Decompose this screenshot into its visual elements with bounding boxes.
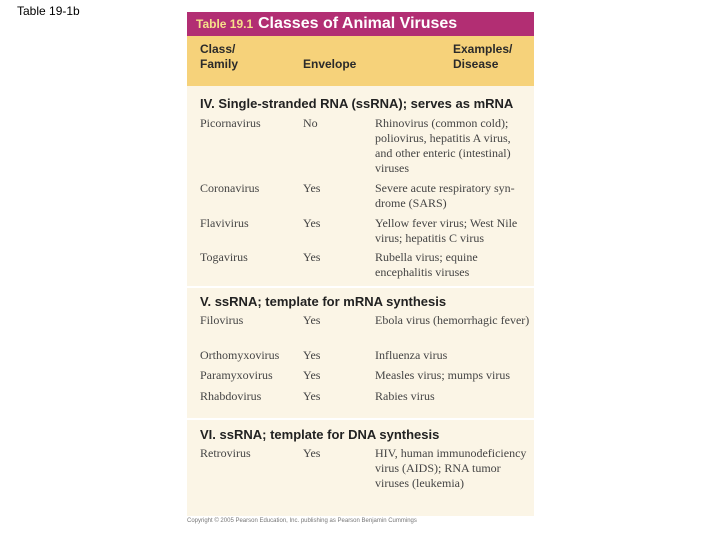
family-cell: Coronavirus xyxy=(200,181,260,195)
envelope-cell: Yes xyxy=(303,389,321,403)
family-cell: Picornavirus xyxy=(200,116,261,130)
examples-cell: Severe acute respiratory syn-drome (SARS) xyxy=(375,181,515,210)
family-cell: Togavirus xyxy=(200,250,248,264)
family-cell: Retrovirus xyxy=(200,446,251,460)
examples-cell: HIV, human immunodeficiency virus (AIDS); RNA tumor viruses (leukemia) xyxy=(375,446,527,490)
section-title: IV. Single-stranded RNA (ssRNA); serves as mRNA xyxy=(200,96,514,111)
column-header-class-line2: Family xyxy=(200,57,239,71)
column-header-examples xyxy=(453,42,512,72)
envelope-cell: Yes xyxy=(303,313,321,327)
column-header-class-line1: Class/ xyxy=(200,42,236,56)
family-cell: Rhabdovirus xyxy=(200,389,262,403)
section-vi xyxy=(187,418,534,516)
table-header-bar xyxy=(187,12,534,36)
column-header-envelope: Envelope xyxy=(303,57,357,71)
virus-classes-table xyxy=(187,12,534,514)
envelope-cell: Yes xyxy=(303,250,321,264)
section-title: VI. ssRNA; template for DNA synthesis xyxy=(200,427,440,442)
examples-cell: Measles virus; mumps virus xyxy=(375,368,510,382)
section-title: V. ssRNA; template for mRNA synthesis xyxy=(200,294,447,309)
column-header-examples-line2: Disease xyxy=(453,57,499,71)
copyright-notice: Copyright © 2005 Pearson Education, Inc. publishing as Pearson Benjamin Cummings xyxy=(187,518,417,524)
column-header-class xyxy=(200,42,238,72)
envelope-cell: Yes xyxy=(303,216,321,230)
table-number: Table 19.1 xyxy=(196,17,254,31)
examples-cell: Influenza virus xyxy=(375,348,448,362)
examples-cell: Rubella virus; equine encephalitis viruses xyxy=(375,250,478,279)
examples-cell: Ebola virus (hemorrhagic fever) xyxy=(375,313,530,327)
envelope-cell: Yes xyxy=(303,348,321,362)
examples-cell: Yellow fever virus; West Nile virus; hepatitis C virus xyxy=(375,216,518,245)
envelope-cell: Yes xyxy=(303,368,321,382)
family-cell: Flavivirus xyxy=(200,216,249,230)
examples-cell: Rabies virus xyxy=(375,389,435,403)
family-cell: Orthomyxovirus xyxy=(200,348,280,362)
section-iv xyxy=(187,86,534,286)
examples-cell: Rhinovirus (common cold); poliovirus, hepatitis A virus, and other enteric (intestinal) viruses xyxy=(375,116,511,175)
envelope-cell: Yes xyxy=(303,446,321,460)
family-cell: Paramyxovirus xyxy=(200,368,273,382)
table-caption: Classes of Animal Viruses xyxy=(258,15,458,32)
envelope-cell: No xyxy=(303,116,318,130)
envelope-cell: Yes xyxy=(303,181,321,195)
slide-title: Table 19-1b xyxy=(17,4,80,18)
section-v xyxy=(187,286,534,418)
column-header-examples-line1: Examples/ xyxy=(453,42,513,56)
column-headers xyxy=(187,36,534,86)
family-cell: Filovirus xyxy=(200,313,244,327)
